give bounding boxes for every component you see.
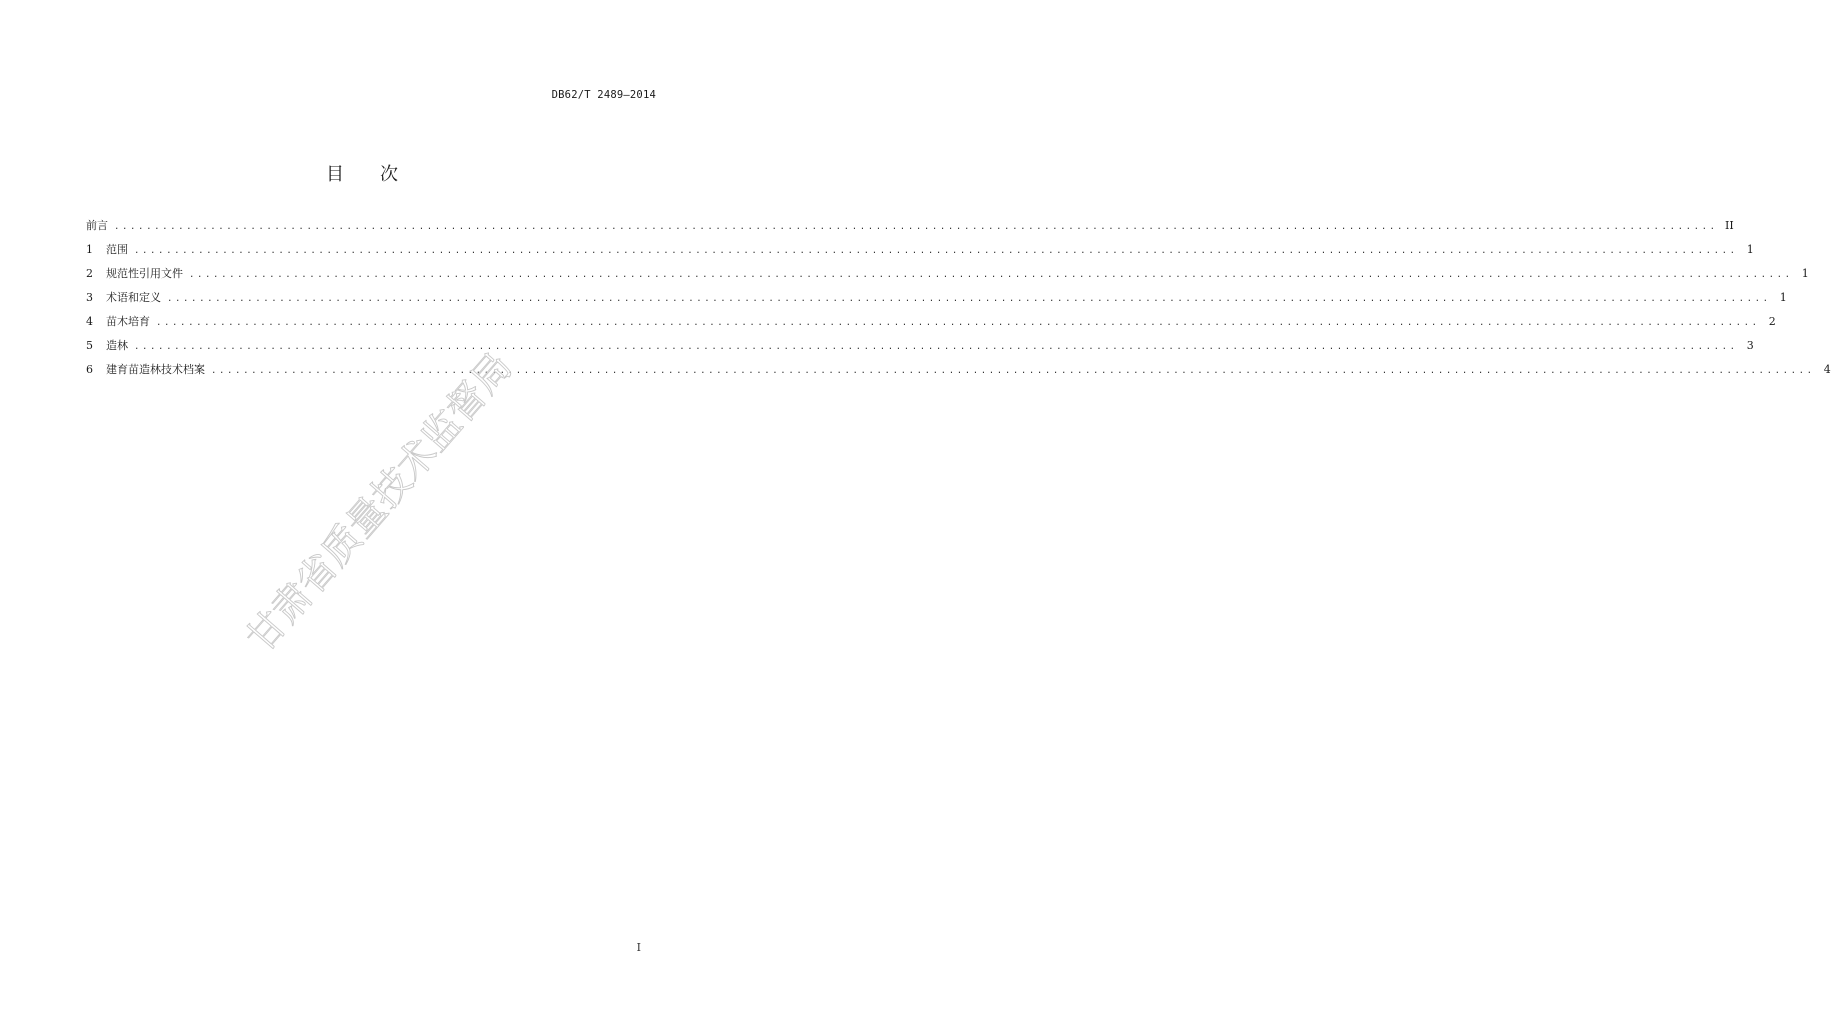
toc-entry-page: 1: [1801, 267, 1809, 280]
toc-entry-number: 6: [86, 363, 93, 376]
toc-entry-foreword[interactable]: [86, 219, 1734, 243]
toc-entry-page: 4: [1823, 363, 1831, 376]
toc-dot-leader: ........................................................................................................................................................................................................: [211, 366, 1815, 376]
toc-entry-number: 1: [86, 243, 93, 256]
toc-entry-number: 2: [86, 267, 93, 280]
toc-dot-leader: ........................................................................................................................................................................................................: [114, 222, 1718, 232]
toc-entry-label: 建育苗造林技术档案: [106, 363, 205, 376]
toc-entry-label: 苗木培育: [106, 315, 150, 328]
watermark: 甘肃省质量技术监督局: [237, 344, 521, 661]
toc-entry-number: 5: [86, 339, 93, 352]
toc-entry-page: 1: [1746, 243, 1754, 256]
toc-entry-page: 1: [1779, 291, 1787, 304]
toc-dot-leader: ........................................................................................................................................................................................................: [156, 318, 1760, 328]
toc-dot-leader: ........................................................................................................................................................................................................: [134, 342, 1738, 352]
toc-entry-label: 范围: [106, 243, 128, 256]
document-code: DB62/T 2489—2014: [551, 89, 656, 101]
toc-title-left: 目: [326, 164, 344, 185]
toc-dot-leader: ........................................................................................................................................................................................................: [189, 270, 1793, 280]
toc-entry-normative-references[interactable]: [86, 267, 1809, 291]
toc-dot-leader: ........................................................................................................................................................................................................: [167, 294, 1771, 304]
toc-entry-page: 2: [1768, 315, 1776, 328]
page-number: I: [636, 941, 641, 954]
toc-entry-number: 3: [86, 291, 93, 304]
toc-entry-terms-definitions[interactable]: [86, 291, 1787, 315]
toc-title: [0, 160, 724, 186]
toc-entry-scope[interactable]: [86, 243, 1754, 267]
toc-entry-label: 前言: [86, 219, 108, 232]
toc-entry-label: 术语和定义: [106, 291, 161, 304]
toc-entry-seedling-cultivation[interactable]: [86, 315, 1776, 339]
toc-dot-leader: ........................................................................................................................................................................................................: [134, 246, 1738, 256]
toc-entry-technical-archives[interactable]: [86, 363, 1831, 387]
toc-entry-page: II: [1725, 219, 1734, 232]
toc-entry-page: 3: [1746, 339, 1754, 352]
toc-entry-label: 规范性引用文件: [106, 267, 183, 280]
toc-list: [86, 219, 1831, 387]
toc-title-right: 次: [380, 164, 398, 185]
toc-entry-label: 造林: [106, 339, 128, 352]
toc-entry-afforestation[interactable]: [86, 339, 1754, 363]
toc-entry-number: 4: [86, 315, 93, 328]
